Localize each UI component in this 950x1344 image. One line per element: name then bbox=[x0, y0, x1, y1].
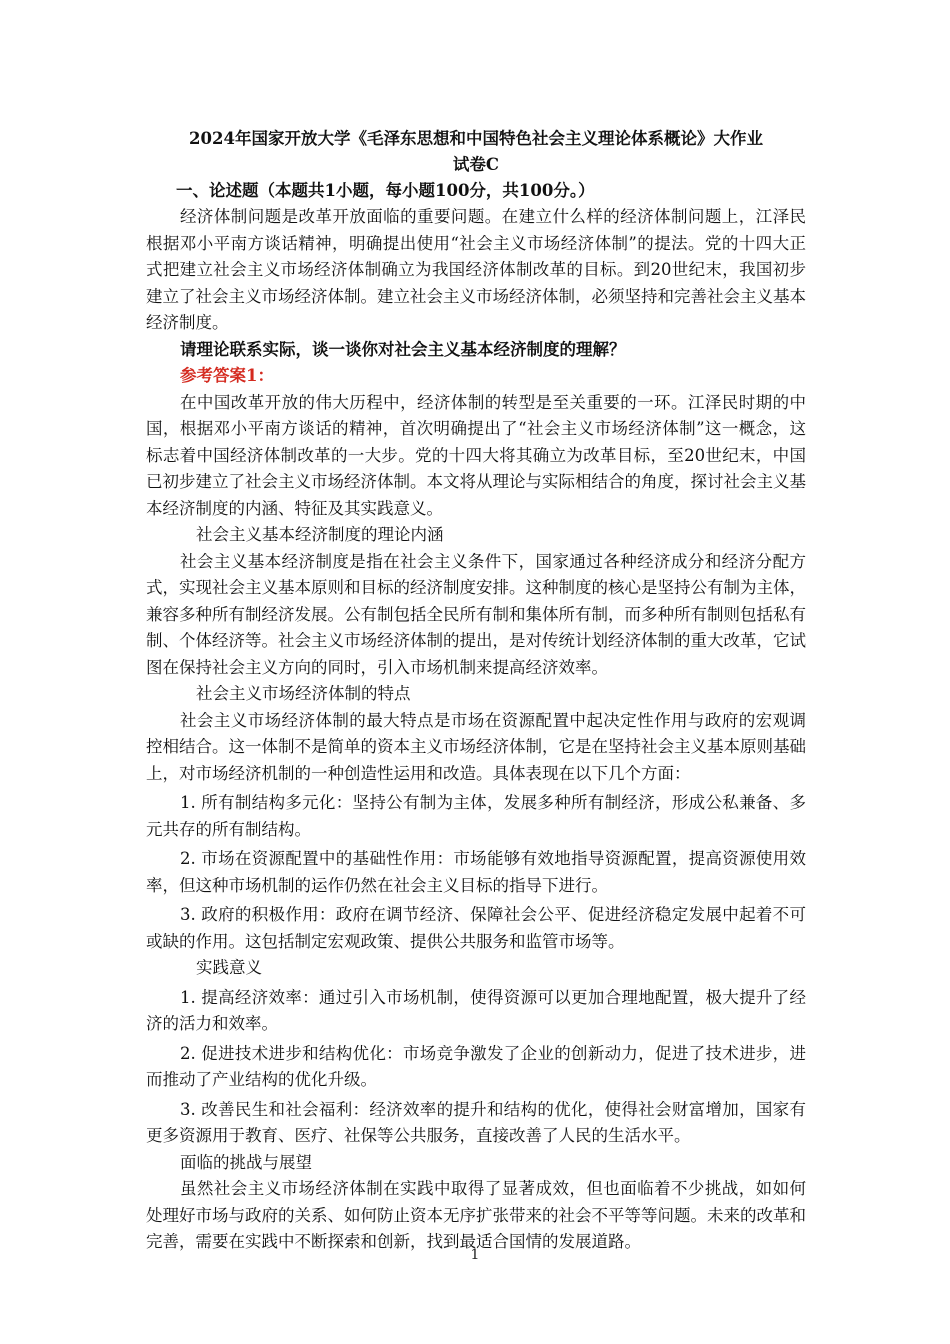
subheading-theory: 社会主义基本经济制度的理论内涵 bbox=[196, 525, 444, 544]
intro-paragraph: 经济体制问题是改革开放面临的重要问题。在建立什么样的经济体制问题上，江泽民根据邓小平南方谈话精神，明确提出使用“社会主义市场经济体制”的提法。党的十四大正式把建立社会主义市场经济体制确立为我国经济体制改革的目标。到20世纪末，我国初步建立了社会主义市场经济体制。建立社会主义市场经济体制，必须坚持和完善社会主义基本经济制度。 bbox=[146, 207, 806, 332]
subheading-challenges: 面临的挑战与展望 bbox=[180, 1152, 312, 1172]
practice-item-3: 3. 改善民生和社会福利：经济效率的提升和结构的优化，使得社会财富增加，国家有更多资源用于教育、医疗、社保等公共服务，直接改善了人民的生活水平。 bbox=[146, 1099, 806, 1145]
challenges-paragraph: 虽然社会主义市场经济体制在实践中取得了显著成效，但也面临着不少挑战，如如何处理好市场与政府的关系、如何防止资本无序扩张带来的社会不平等等问题。未来的改革和完善，需要在实践中不断探索和创新，找到最适合国情的发展道路。 bbox=[146, 1179, 806, 1251]
answer-label: 参考答案1： bbox=[180, 366, 274, 385]
page-number: 1 bbox=[470, 1247, 480, 1263]
feature-item-1: 1. 所有制结构多元化：坚持公有制为主体，发展多种所有制经济，形成公私兼备、多元共存的所有制结构。 bbox=[146, 793, 806, 839]
subheading-practice: 实践意义 bbox=[196, 958, 262, 977]
feature-item-3: 3. 政府的积极作用：政府在调节经济、保障社会公平、促进经济稳定发展中起着不可或缺的作用。这包括制定宏观政策、提供公共服务和监管市场等。 bbox=[146, 905, 806, 951]
section-heading: 一、论述题（本题共1小题，每小题100分，共100分。） bbox=[176, 181, 595, 200]
practice-item-1: 1. 提高经济效率：通过引入市场机制，使得资源可以更加合理地配置，极大提升了经济的活力和效率。 bbox=[146, 987, 806, 1033]
question-text: 请理论联系实际，谈一谈你对社会主义基本经济制度的理解？ bbox=[180, 339, 626, 359]
document-body bbox=[146, 126, 806, 1256]
subheading-features: 社会主义市场经济体制的特点 bbox=[196, 684, 411, 703]
feature-item-2: 2. 市场在资源配置中的基础性作用：市场能够有效地指导资源配置，提高资源使用效率，但这种市场机制的运作仍然在社会主义目标的指导下进行。 bbox=[146, 849, 806, 895]
document-title: 2024年国家开放大学《毛泽东思想和中国特色社会主义理论体系概论》大作业 bbox=[189, 129, 763, 148]
theory-paragraph: 社会主义基本经济制度是指在社会主义条件下，国家通过各种经济成分和经济分配方式，实现社会主义基本原则和目标的经济制度安排。这种制度的核心是坚持公有制为主体，兼容多种所有制经济发展。公有制包括全民所有制和集体所有制，而多种所有制则包括私有制、个体经济等。社会主义市场经济体制的提出，是对传统计划经济体制的重大改革，它试图在保持社会主义方向的同时，引入市场机制来提高经济效率。 bbox=[146, 551, 806, 677]
practice-item-2: 2. 促进技术进步和结构优化：市场竞争激发了企业的创新动力，促进了技术进步，进而推动了产业结构的优化升级。 bbox=[146, 1043, 806, 1089]
document-subtitle: 试卷C bbox=[452, 155, 500, 174]
answer-intro-paragraph: 在中国改革开放的伟大历程中，经济体制的转型是至关重要的一环。江泽民时期的中国，根据邓小平南方谈话的精神，首次明确提出了“社会主义市场经济体制”这一概念，这标志着中国经济体制改革的一大步。党的十四大将其确立为改革目标，至20世纪末，中国已初步建立了社会主义市场经济体制。本文将从理论与实际相结合的角度，探讨社会主义基本经济制度的内涵、特征及其实践意义。 bbox=[146, 392, 806, 518]
features-paragraph: 社会主义市场经济体制的最大特点是市场在资源配置中起决定性作用与政府的宏观调控相结合。这一体制不是简单的资本主义市场经济体制，它是在坚持社会主义基本原则基础上，对市场经济机制的一种创造性运用和改造。具体表现在以下几个方面： bbox=[146, 710, 806, 783]
